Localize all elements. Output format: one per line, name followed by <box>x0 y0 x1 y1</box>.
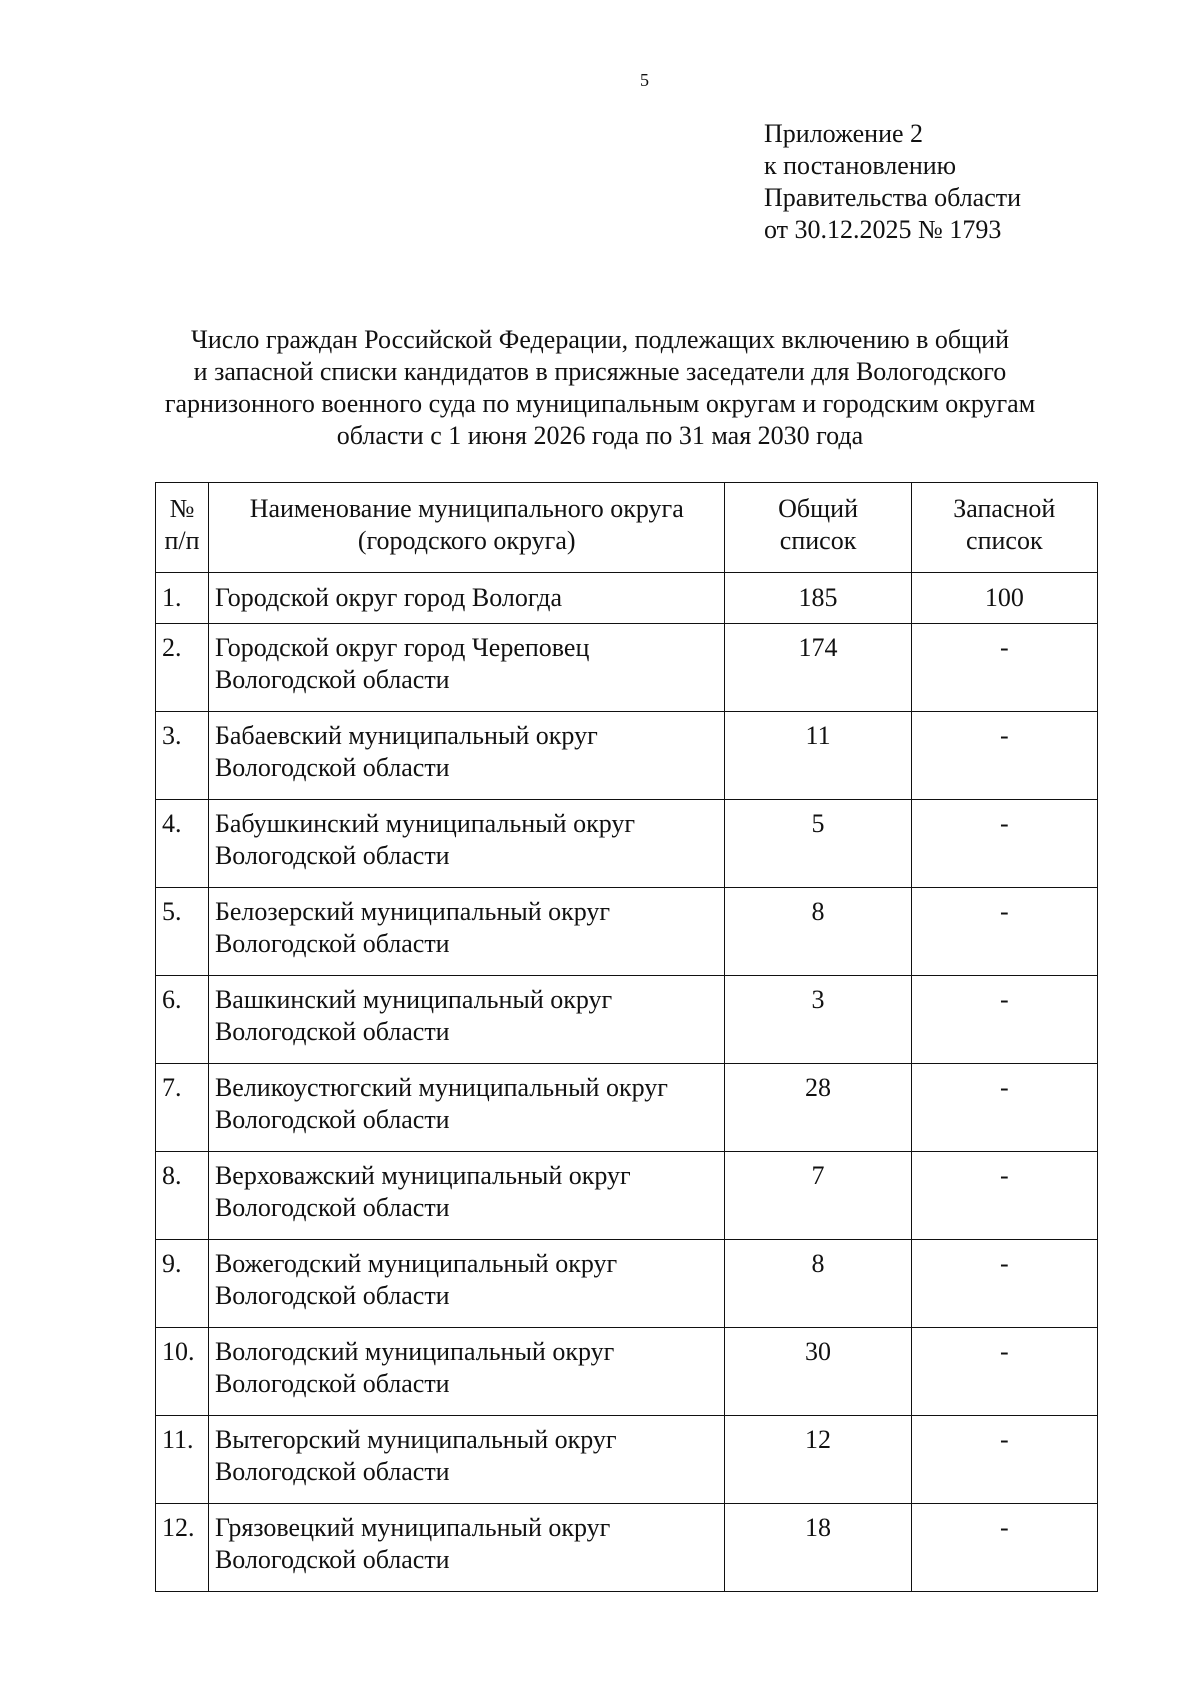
row-general-count: 5 <box>725 800 911 888</box>
appendix-line-2: к постановлению <box>764 151 957 180</box>
row-name-line-2: Вологодской области <box>214 1545 450 1574</box>
row-number: 5. <box>156 888 209 976</box>
table-row <box>156 1152 1098 1240</box>
row-name-line-1: Грязовецкий муниципальный округ <box>214 1513 611 1542</box>
row-general-count: 28 <box>725 1064 911 1152</box>
row-number: 9. <box>156 1240 209 1328</box>
row-reserve-count: - <box>911 976 1097 1064</box>
row-reserve-count: - <box>911 1240 1097 1328</box>
row-name <box>208 1416 725 1504</box>
row-number: 6. <box>156 976 209 1064</box>
appendix-block <box>764 118 1021 246</box>
row-name-line-2: Вологодской области <box>214 1017 450 1046</box>
row-number: 1. <box>156 573 209 624</box>
row-name-line-2: Вологодской области <box>214 1281 450 1310</box>
header-general-line-2: список <box>779 526 857 555</box>
appendix-line-1: Приложение 2 <box>764 119 924 148</box>
row-name-line-1: Бабушкинский муниципальный округ <box>214 809 636 838</box>
row-number: 12. <box>156 1504 209 1592</box>
table-row <box>156 800 1098 888</box>
row-name-line-2: Вологодской области <box>214 1193 450 1222</box>
header-general-list <box>725 483 911 573</box>
row-number: 7. <box>156 1064 209 1152</box>
row-general-count: 185 <box>725 573 911 624</box>
row-reserve-count: - <box>911 1328 1097 1416</box>
row-number: 2. <box>156 624 209 712</box>
row-name <box>208 800 725 888</box>
row-name-line-1: Вожегодский муниципальный округ <box>214 1249 618 1278</box>
header-name-line-1: Наименование муниципального округа <box>249 494 684 523</box>
header-reserve-line-2: список <box>966 526 1043 555</box>
appendix-line-3: Правительства области <box>764 183 1022 212</box>
row-general-count: 3 <box>725 976 911 1064</box>
row-general-count: 12 <box>725 1416 911 1504</box>
table-row <box>156 1328 1098 1416</box>
table-row <box>156 1416 1098 1504</box>
row-name <box>208 573 725 624</box>
row-name-line-1: Вологодский муниципальный округ <box>214 1337 615 1366</box>
header-reserve-line-1: Запасной <box>953 494 1056 523</box>
row-name <box>208 976 725 1064</box>
row-number: 3. <box>156 712 209 800</box>
header-number-line-2: п/п <box>164 526 200 555</box>
table-row <box>156 1504 1098 1592</box>
row-name <box>208 712 725 800</box>
row-general-count: 8 <box>725 888 911 976</box>
title-line-1: Число граждан Российской Федерации, подлежащих включению в общий <box>191 325 1009 354</box>
row-name <box>208 1240 725 1328</box>
row-name-line-2: Вологодской области <box>214 929 450 958</box>
table-row <box>156 888 1098 976</box>
row-reserve-count: - <box>911 1416 1097 1504</box>
document-title <box>150 324 1050 452</box>
row-reserve-count: - <box>911 1504 1097 1592</box>
table-row <box>156 624 1098 712</box>
districts-table <box>155 482 1098 1592</box>
row-reserve-count: 100 <box>911 573 1097 624</box>
header-number-line-1: № <box>169 494 195 523</box>
table-header-row <box>156 483 1098 573</box>
row-name-line-2: Вологодской области <box>214 1369 450 1398</box>
title-line-3: гарнизонного военного суда по муниципальным округам и городским округам <box>164 389 1036 418</box>
row-name-line-1: Вашкинский муниципальный округ <box>214 985 613 1014</box>
title-line-2: и запасной списки кандидатов в присяжные заседатели для Вологодского <box>193 357 1007 386</box>
row-name <box>208 1328 725 1416</box>
row-reserve-count: - <box>911 1064 1097 1152</box>
row-general-count: 11 <box>725 712 911 800</box>
header-name <box>208 483 725 573</box>
row-name-line-2: Вологодской области <box>214 665 450 694</box>
header-reserve-list <box>911 483 1097 573</box>
row-name-line-2: Вологодской области <box>214 1105 450 1134</box>
title-line-4: области с 1 июня 2026 года по 31 мая 2030 года <box>336 421 864 450</box>
table-row <box>156 573 1098 624</box>
row-reserve-count: - <box>911 624 1097 712</box>
table-row <box>156 976 1098 1064</box>
row-name-line-1: Городской округ город Вологда <box>214 583 563 612</box>
appendix-line-4: от 30.12.2025 № 1793 <box>764 215 1002 244</box>
table-row <box>156 712 1098 800</box>
row-reserve-count: - <box>911 800 1097 888</box>
row-name-line-2: Вологодской области <box>214 1457 450 1486</box>
row-number: 4. <box>156 800 209 888</box>
row-number: 10. <box>156 1328 209 1416</box>
row-name <box>208 888 725 976</box>
row-name-line-1: Верховажский муниципальный округ <box>214 1161 631 1190</box>
row-name <box>208 1504 725 1592</box>
row-name-line-1: Бабаевский муниципальный округ <box>214 721 598 750</box>
row-general-count: 174 <box>725 624 911 712</box>
row-name-line-2: Вологодской области <box>214 753 450 782</box>
row-name-line-1: Вытегорский муниципальный округ <box>214 1425 617 1454</box>
row-name-line-1: Городской округ город Череповец <box>214 633 590 662</box>
row-name <box>208 1064 725 1152</box>
header-number <box>156 483 209 573</box>
row-general-count: 30 <box>725 1328 911 1416</box>
row-name <box>208 624 725 712</box>
row-reserve-count: - <box>911 712 1097 800</box>
header-name-line-2: (городского округа) <box>357 526 576 555</box>
row-general-count: 18 <box>725 1504 911 1592</box>
row-reserve-count: - <box>911 1152 1097 1240</box>
row-name <box>208 1152 725 1240</box>
page-number: 5 <box>640 70 649 90</box>
table-row <box>156 1064 1098 1152</box>
row-reserve-count: - <box>911 888 1097 976</box>
row-name-line-2: Вологодской области <box>214 841 450 870</box>
row-general-count: 7 <box>725 1152 911 1240</box>
row-name-line-1: Великоустюгский муниципальный округ <box>214 1073 668 1102</box>
row-number: 8. <box>156 1152 209 1240</box>
header-general-line-1: Общий <box>778 494 858 523</box>
row-number: 11. <box>156 1416 209 1504</box>
table-row <box>156 1240 1098 1328</box>
row-name-line-1: Белозерский муниципальный округ <box>214 897 611 926</box>
row-general-count: 8 <box>725 1240 911 1328</box>
